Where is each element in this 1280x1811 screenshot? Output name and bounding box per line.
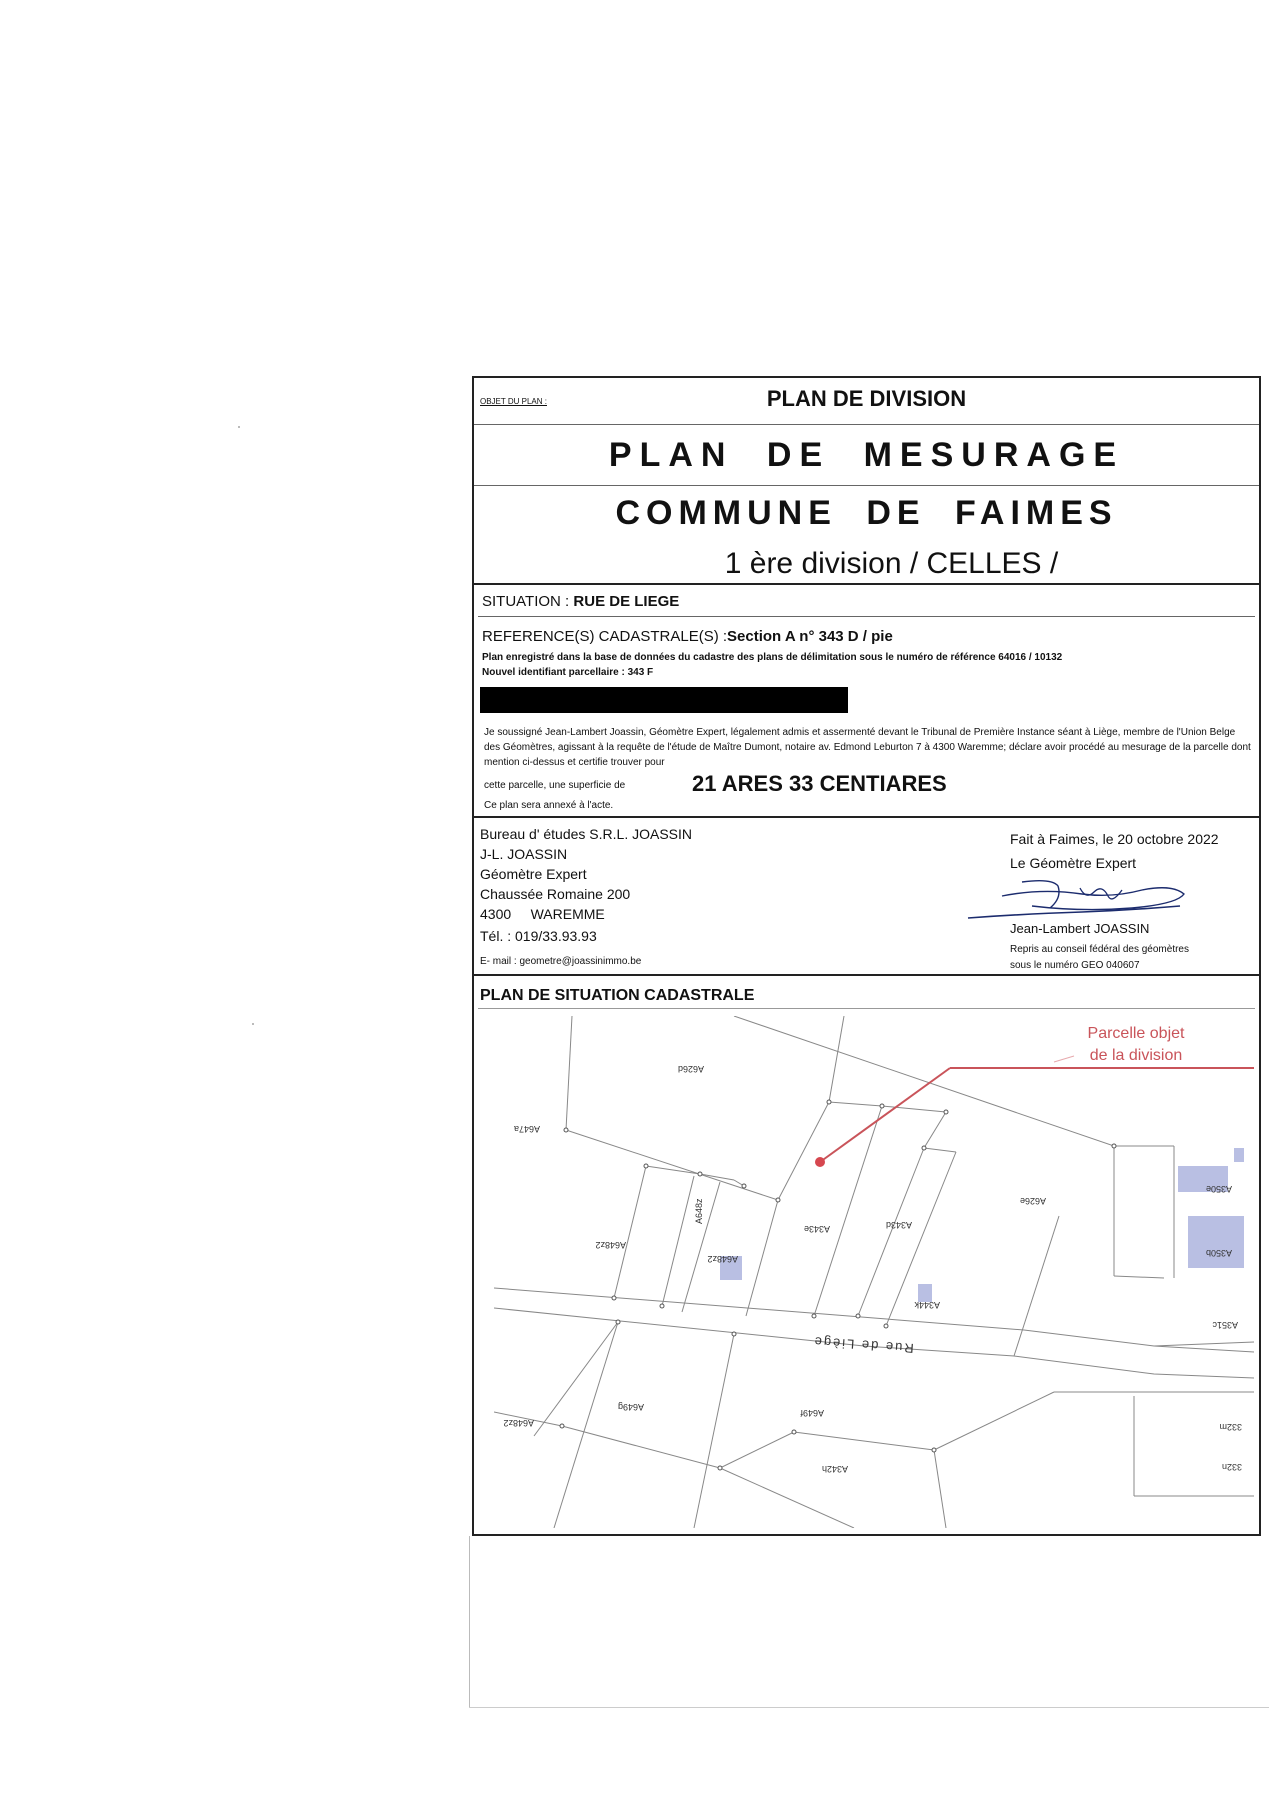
divider [474, 485, 1259, 486]
repris-line: sous le numéro GEO 040607 [1010, 960, 1140, 971]
annex-note: Ce plan sera annexé à l'acte. [484, 800, 614, 811]
cadastral-map [494, 1016, 1254, 1528]
parcel-label: A647a [513, 1124, 540, 1134]
divider [478, 1008, 1255, 1009]
surface-value: 21 ARES 33 CENTIARES [692, 771, 947, 796]
road-label: Rue de Liège [812, 1333, 915, 1356]
divider [474, 424, 1259, 425]
situation-value: RUE DE LIEGE [573, 593, 680, 610]
divider [474, 583, 1259, 585]
parcel-label: A343e [803, 1224, 830, 1234]
reference-value: Section A n° 343 D / pie [727, 628, 893, 645]
situation-line [482, 593, 679, 610]
signer-role: Le Géomètre Expert [1010, 855, 1137, 871]
divider [478, 616, 1255, 617]
callout-line: de la division [1089, 1047, 1183, 1064]
parcel-label: A648z2 [595, 1240, 626, 1250]
parcel-label: A344k [914, 1300, 940, 1310]
parcel-label: A343d [885, 1220, 912, 1230]
sheet-edge [469, 1707, 1269, 1708]
sheet-edge [469, 1536, 470, 1708]
divider [474, 816, 1259, 818]
new-parcel-id: Nouvel identifiant parcellaire : 343 F [482, 667, 654, 678]
divider [474, 974, 1259, 976]
parcel-label: A351c [1212, 1320, 1238, 1330]
document-title: PLAN DE MESURAGE [608, 436, 1125, 474]
commune-title: COMMUNE DE FAIMES [615, 494, 1118, 532]
email-label: E- mail : [480, 956, 517, 967]
parcel-label: 332m [1219, 1422, 1242, 1432]
scan-speck [252, 1023, 254, 1025]
plan-type: PLAN DE DIVISION [766, 386, 967, 411]
registration-note: Plan enregistré dans la base de données du cadastre des plans de délimitation sous le numéro de référence 64016 / 10132 [482, 652, 1063, 663]
parcel-label: A649g [617, 1402, 644, 1412]
reference-label: REFERENCE(S) CADASTRALE(S) : [482, 628, 728, 645]
place-date: Fait à Faimes, le 20 octobre 2022 [1010, 831, 1219, 847]
parcel-label: A350e [1205, 1184, 1232, 1194]
parcel-label: A648z [694, 1198, 704, 1224]
email-link[interactable]: geometre@joassinimmo.be [519, 956, 642, 967]
repris-line: Repris au conseil fédéral des géomètres [1010, 944, 1189, 955]
redaction-bar [480, 687, 848, 713]
bureau-line: Chaussée Romaine 200 [480, 886, 631, 902]
bureau-line: Bureau d' études S.R.L. JOASSIN [480, 826, 693, 842]
situation-label: SITUATION : [482, 593, 570, 610]
signer-name: Jean-Lambert JOASSIN [1010, 921, 1150, 936]
bureau-block [480, 824, 692, 946]
certification-text: Je soussigné Jean-Lambert Joassin, Géomètre Expert, légalement admis et assermenté devant le Tribunal de Première Instance séant à Liège, membre de l'Union Belge des Géomètres, agissant à la requête de l'étude de Maître Dumont, notaire av. Edmond Leburton 7 à 4300 Waremme; déclare avoir procédé au mesurage de la parcelle dont mention ci-dessus et certifie trouver pour [484, 727, 1251, 768]
parcel-label: A648z2 [503, 1418, 534, 1428]
plan-sheet [472, 376, 1261, 1536]
email-line [480, 956, 641, 967]
parcel-label: 332n [1221, 1462, 1242, 1472]
repris-block [1010, 942, 1189, 974]
callout-line: Parcelle objet [1087, 1025, 1185, 1042]
bureau-line: Géomètre Expert [480, 866, 587, 882]
parcel-label: A648z2 [707, 1254, 738, 1264]
map-heading: PLAN DE SITUATION CADASTRALE [480, 987, 755, 1004]
signature-scribble [962, 874, 1202, 924]
bureau-line: Tél. : 019/33.93.93 [480, 928, 597, 944]
parcel-label: A649f [800, 1408, 824, 1418]
reference-line [482, 628, 893, 645]
parcel-label: A350b [1205, 1248, 1232, 1258]
bureau-line: J-L. JOASSIN [480, 846, 568, 862]
parcel-label: A342h [821, 1464, 848, 1474]
parcel-label: A626d [677, 1064, 704, 1074]
surface-prefix: cette parcelle, une superficie de [484, 780, 626, 791]
bureau-line: 4300 WAREMME [480, 906, 605, 922]
objet-label: OBJET DU PLAN : [480, 397, 547, 406]
scan-speck [238, 426, 240, 428]
division-title: 1 ère division / CELLES / [724, 547, 1059, 580]
parcel-label: A626e [1019, 1196, 1046, 1206]
